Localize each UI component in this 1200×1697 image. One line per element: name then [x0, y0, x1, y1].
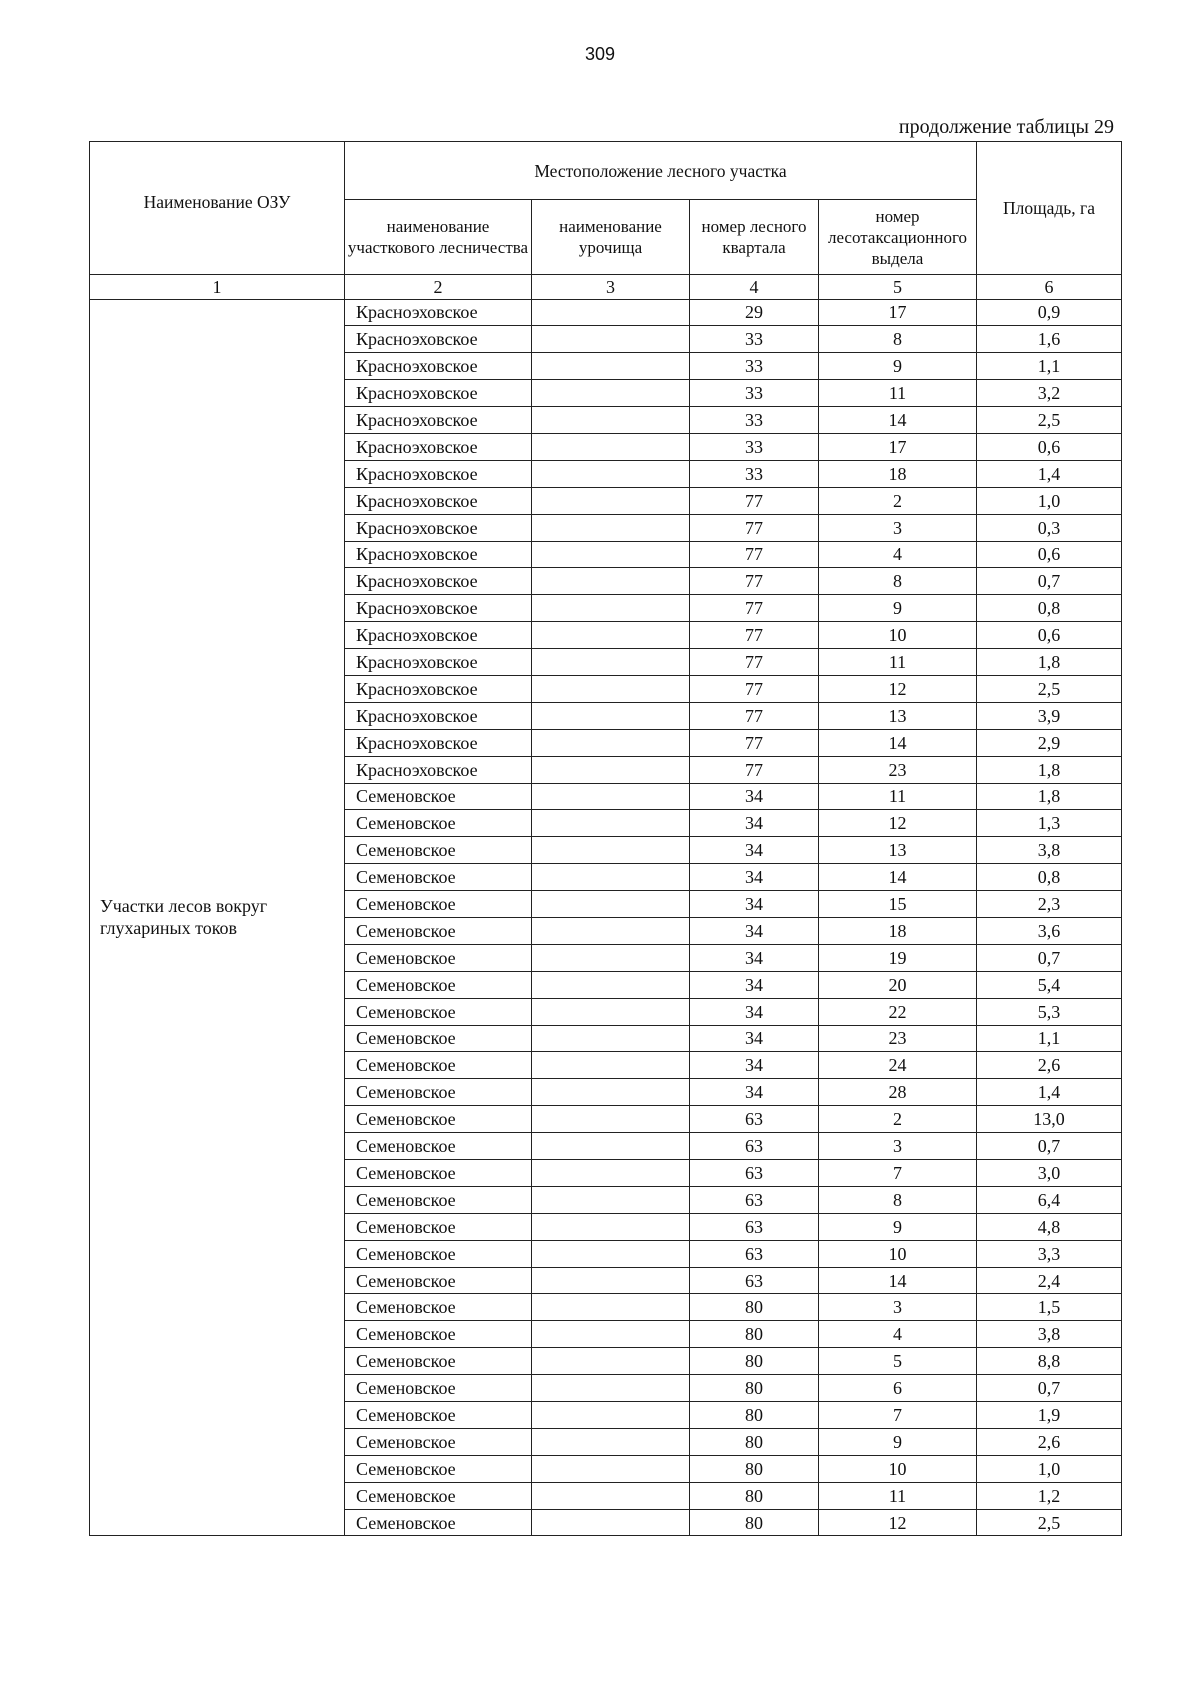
allotment-cell: 17	[819, 433, 977, 460]
forestry-cell: Семеновское	[345, 1509, 532, 1536]
area-cell: 1,8	[977, 649, 1122, 676]
forestry-cell: Семеновское	[345, 1133, 532, 1160]
column-number: 2	[345, 275, 532, 300]
area-cell: 3,2	[977, 380, 1122, 407]
quarter-cell: 34	[690, 810, 819, 837]
area-cell: 6,4	[977, 1186, 1122, 1213]
tract-cell	[532, 837, 690, 864]
area-cell: 8,8	[977, 1348, 1122, 1375]
quarter-cell: 34	[690, 917, 819, 944]
quarter-cell: 34	[690, 998, 819, 1025]
forestry-cell: Семеновское	[345, 1455, 532, 1482]
quarter-cell: 80	[690, 1482, 819, 1509]
allotment-cell: 14	[819, 407, 977, 434]
quarter-cell: 77	[690, 487, 819, 514]
forestry-cell: Семеновское	[345, 1482, 532, 1509]
area-cell: 1,0	[977, 487, 1122, 514]
area-cell: 0,8	[977, 595, 1122, 622]
allotment-cell: 14	[819, 1267, 977, 1294]
tract-cell	[532, 407, 690, 434]
tract-cell	[532, 1482, 690, 1509]
allotment-cell: 5	[819, 1348, 977, 1375]
allotment-cell: 10	[819, 1240, 977, 1267]
tract-cell	[532, 1213, 690, 1240]
quarter-cell: 77	[690, 595, 819, 622]
forestry-cell: Семеновское	[345, 1402, 532, 1429]
tract-cell	[532, 1267, 690, 1294]
quarter-cell: 34	[690, 971, 819, 998]
forestry-cell: Семеновское	[345, 837, 532, 864]
area-cell: 0,6	[977, 541, 1122, 568]
quarter-cell: 34	[690, 783, 819, 810]
tract-cell	[532, 1186, 690, 1213]
tract-cell	[532, 1321, 690, 1348]
area-cell: 1,0	[977, 1455, 1122, 1482]
area-cell: 5,4	[977, 971, 1122, 998]
allotment-cell: 23	[819, 756, 977, 783]
forestry-cell: Красноэховское	[345, 407, 532, 434]
allotment-cell: 8	[819, 1186, 977, 1213]
quarter-cell: 77	[690, 541, 819, 568]
header-location: Местоположение лесного участка	[345, 142, 977, 200]
tract-cell	[532, 702, 690, 729]
area-cell: 3,8	[977, 1321, 1122, 1348]
allotment-cell: 11	[819, 1482, 977, 1509]
forestry-cell: Красноэховское	[345, 649, 532, 676]
quarter-cell: 63	[690, 1106, 819, 1133]
forestry-cell: Красноэховское	[345, 353, 532, 380]
allotment-cell: 12	[819, 810, 977, 837]
allotment-cell: 4	[819, 1321, 977, 1348]
column-number: 4	[690, 275, 819, 300]
tract-cell	[532, 1375, 690, 1402]
allotment-cell: 9	[819, 353, 977, 380]
allotment-cell: 9	[819, 1428, 977, 1455]
quarter-cell: 29	[690, 299, 819, 326]
allotment-cell: 11	[819, 649, 977, 676]
forestry-cell: Красноэховское	[345, 541, 532, 568]
forestry-cell: Семеновское	[345, 944, 532, 971]
forestry-cell: Семеновское	[345, 1213, 532, 1240]
header-ozu-name: Наименование ОЗУ	[90, 142, 345, 275]
quarter-cell: 77	[690, 568, 819, 595]
allotment-cell: 10	[819, 622, 977, 649]
area-cell: 1,6	[977, 326, 1122, 353]
allotment-cell: 17	[819, 299, 977, 326]
tract-cell	[532, 433, 690, 460]
tract-cell	[532, 1025, 690, 1052]
forestry-cell: Семеновское	[345, 810, 532, 837]
header-area: Площадь, га	[977, 142, 1122, 275]
allotment-cell: 20	[819, 971, 977, 998]
tract-cell	[532, 326, 690, 353]
area-cell: 5,3	[977, 998, 1122, 1025]
forestry-cell: Семеновское	[345, 1267, 532, 1294]
area-cell: 2,5	[977, 1509, 1122, 1536]
table-header	[90, 142, 1122, 300]
column-number: 3	[532, 275, 690, 300]
allotment-cell: 12	[819, 1509, 977, 1536]
area-cell: 0,9	[977, 299, 1122, 326]
quarter-cell: 34	[690, 837, 819, 864]
tract-cell	[532, 1428, 690, 1455]
page-number: 309	[584, 44, 616, 64]
forestry-cell: Семеновское	[345, 998, 532, 1025]
area-cell: 1,9	[977, 1402, 1122, 1429]
forestry-cell: Семеновское	[345, 1321, 532, 1348]
quarter-cell: 80	[690, 1455, 819, 1482]
quarter-cell: 33	[690, 326, 819, 353]
quarter-cell: 77	[690, 622, 819, 649]
quarter-cell: 63	[690, 1160, 819, 1187]
allotment-cell: 19	[819, 944, 977, 971]
area-cell: 1,4	[977, 460, 1122, 487]
allotment-cell: 3	[819, 1133, 977, 1160]
allotment-cell: 8	[819, 568, 977, 595]
allotment-cell: 28	[819, 1079, 977, 1106]
quarter-cell: 77	[690, 756, 819, 783]
quarter-cell: 77	[690, 729, 819, 756]
table-row	[90, 299, 1122, 326]
forestry-cell: Красноэховское	[345, 702, 532, 729]
allotment-cell: 12	[819, 675, 977, 702]
quarter-cell: 77	[690, 649, 819, 676]
forestry-cell: Красноэховское	[345, 568, 532, 595]
tract-cell	[532, 1133, 690, 1160]
allotment-cell: 14	[819, 729, 977, 756]
allotment-cell: 3	[819, 1294, 977, 1321]
area-cell: 0,7	[977, 944, 1122, 971]
quarter-cell: 77	[690, 675, 819, 702]
area-cell: 1,5	[977, 1294, 1122, 1321]
table-body	[90, 299, 1122, 1536]
area-cell: 0,3	[977, 514, 1122, 541]
area-cell: 1,1	[977, 353, 1122, 380]
tract-cell	[532, 971, 690, 998]
allotment-cell: 4	[819, 541, 977, 568]
quarter-cell: 80	[690, 1348, 819, 1375]
allotment-cell: 13	[819, 837, 977, 864]
allotment-cell: 7	[819, 1402, 977, 1429]
area-cell: 3,3	[977, 1240, 1122, 1267]
quarter-cell: 34	[690, 1052, 819, 1079]
forestry-cell: Семеновское	[345, 1079, 532, 1106]
forestry-cell: Красноэховское	[345, 326, 532, 353]
forestry-cell: Семеновское	[345, 1294, 532, 1321]
tract-cell	[532, 1106, 690, 1133]
quarter-cell: 34	[690, 864, 819, 891]
quarter-cell: 80	[690, 1509, 819, 1536]
allotment-cell: 23	[819, 1025, 977, 1052]
forestry-cell: Семеновское	[345, 783, 532, 810]
quarter-cell: 33	[690, 460, 819, 487]
allotment-cell: 11	[819, 380, 977, 407]
area-cell: 2,9	[977, 729, 1122, 756]
area-cell: 3,9	[977, 702, 1122, 729]
quarter-cell: 77	[690, 514, 819, 541]
area-cell: 13,0	[977, 1106, 1122, 1133]
column-number: 6	[977, 275, 1122, 300]
forestry-cell: Семеновское	[345, 1375, 532, 1402]
area-cell: 1,4	[977, 1079, 1122, 1106]
forestry-cell: Красноэховское	[345, 487, 532, 514]
tract-cell	[532, 460, 690, 487]
forestry-cell: Семеновское	[345, 1160, 532, 1187]
quarter-cell: 80	[690, 1294, 819, 1321]
area-cell: 2,6	[977, 1052, 1122, 1079]
area-cell: 1,1	[977, 1025, 1122, 1052]
forestry-cell: Красноэховское	[345, 380, 532, 407]
forestry-cell: Семеновское	[345, 1240, 532, 1267]
area-cell: 3,6	[977, 917, 1122, 944]
area-cell: 2,3	[977, 891, 1122, 918]
allotment-cell: 22	[819, 998, 977, 1025]
area-cell: 2,6	[977, 1428, 1122, 1455]
allotment-cell: 6	[819, 1375, 977, 1402]
area-cell: 1,8	[977, 783, 1122, 810]
quarter-cell: 77	[690, 702, 819, 729]
quarter-cell: 33	[690, 353, 819, 380]
tract-cell	[532, 514, 690, 541]
area-cell: 0,6	[977, 622, 1122, 649]
header-allotment-number: номер лесотаксационного выдела	[819, 200, 977, 275]
quarter-cell: 80	[690, 1321, 819, 1348]
tract-cell	[532, 675, 690, 702]
tract-cell	[532, 595, 690, 622]
quarter-cell: 63	[690, 1240, 819, 1267]
forestry-cell: Красноэховское	[345, 595, 532, 622]
area-cell: 3,8	[977, 837, 1122, 864]
allotment-cell: 9	[819, 1213, 977, 1240]
area-cell: 4,8	[977, 1213, 1122, 1240]
ozu-name-cell: Участки лесов вокруг глухариных токов	[90, 299, 345, 1536]
quarter-cell: 63	[690, 1213, 819, 1240]
forestry-cell: Семеновское	[345, 1348, 532, 1375]
area-cell: 1,2	[977, 1482, 1122, 1509]
tract-cell	[532, 649, 690, 676]
tract-cell	[532, 1402, 690, 1429]
allotment-cell: 11	[819, 783, 977, 810]
forestry-cell: Красноэховское	[345, 299, 532, 326]
allotment-cell: 2	[819, 1106, 977, 1133]
allotment-cell: 7	[819, 1160, 977, 1187]
forestry-cell: Семеновское	[345, 1428, 532, 1455]
quarter-cell: 80	[690, 1402, 819, 1429]
column-number: 1	[90, 275, 345, 300]
tract-cell	[532, 998, 690, 1025]
quarter-cell: 33	[690, 380, 819, 407]
quarter-cell: 34	[690, 1079, 819, 1106]
table-continuation-label: продолжение таблицы 29	[898, 116, 1114, 138]
forestry-cell: Семеновское	[345, 864, 532, 891]
quarter-cell: 34	[690, 944, 819, 971]
tract-cell	[532, 1079, 690, 1106]
area-cell: 0,8	[977, 864, 1122, 891]
area-cell: 0,7	[977, 1375, 1122, 1402]
forestry-cell: Семеновское	[345, 917, 532, 944]
quarter-cell: 33	[690, 407, 819, 434]
forestry-cell: Семеновское	[345, 1106, 532, 1133]
allotment-cell: 24	[819, 1052, 977, 1079]
tract-cell	[532, 1160, 690, 1187]
quarter-cell: 33	[690, 433, 819, 460]
quarter-cell: 80	[690, 1428, 819, 1455]
tract-cell	[532, 917, 690, 944]
allotment-cell: 13	[819, 702, 977, 729]
tract-cell	[532, 729, 690, 756]
forestry-cell: Семеновское	[345, 1052, 532, 1079]
allotment-cell: 14	[819, 864, 977, 891]
tract-cell	[532, 1240, 690, 1267]
tract-cell	[532, 944, 690, 971]
tract-cell	[532, 622, 690, 649]
forestry-cell: Красноэховское	[345, 433, 532, 460]
tract-cell	[532, 783, 690, 810]
quarter-cell: 80	[690, 1375, 819, 1402]
area-cell: 2,5	[977, 675, 1122, 702]
quarter-cell: 34	[690, 891, 819, 918]
allotment-cell: 10	[819, 1455, 977, 1482]
area-cell: 2,4	[977, 1267, 1122, 1294]
ozu-table	[89, 141, 1122, 1536]
forestry-cell: Семеновское	[345, 971, 532, 998]
allotment-cell: 9	[819, 595, 977, 622]
forestry-cell: Красноэховское	[345, 514, 532, 541]
tract-cell	[532, 380, 690, 407]
allotment-cell: 3	[819, 514, 977, 541]
area-cell: 1,8	[977, 756, 1122, 783]
header-quarter-number: номер лесного квартала	[690, 200, 819, 275]
tract-cell	[532, 756, 690, 783]
tract-cell	[532, 299, 690, 326]
quarter-cell: 63	[690, 1133, 819, 1160]
tract-cell	[532, 353, 690, 380]
allotment-cell: 18	[819, 460, 977, 487]
tract-cell	[532, 1509, 690, 1536]
tract-cell	[532, 541, 690, 568]
forestry-cell: Семеновское	[345, 1186, 532, 1213]
area-cell: 3,0	[977, 1160, 1122, 1187]
allotment-cell: 18	[819, 917, 977, 944]
allotment-cell: 8	[819, 326, 977, 353]
column-number: 5	[819, 275, 977, 300]
area-cell: 0,7	[977, 568, 1122, 595]
header-tract-name: наименование урочища	[532, 200, 690, 275]
quarter-cell: 34	[690, 1025, 819, 1052]
allotment-cell: 15	[819, 891, 977, 918]
tract-cell	[532, 1294, 690, 1321]
header-forestry-name: наименование участкового лесничества	[345, 200, 532, 275]
tract-cell	[532, 1052, 690, 1079]
allotment-cell: 2	[819, 487, 977, 514]
area-cell: 0,6	[977, 433, 1122, 460]
forestry-cell: Красноэховское	[345, 622, 532, 649]
area-cell: 2,5	[977, 407, 1122, 434]
forestry-cell: Семеновское	[345, 1025, 532, 1052]
forestry-cell: Красноэховское	[345, 756, 532, 783]
quarter-cell: 63	[690, 1267, 819, 1294]
tract-cell	[532, 891, 690, 918]
tract-cell	[532, 1455, 690, 1482]
column-number-row	[90, 275, 1122, 300]
forestry-cell: Красноэховское	[345, 729, 532, 756]
tract-cell	[532, 810, 690, 837]
tract-cell	[532, 1348, 690, 1375]
area-cell: 1,3	[977, 810, 1122, 837]
tract-cell	[532, 864, 690, 891]
forestry-cell: Красноэховское	[345, 675, 532, 702]
forestry-cell: Красноэховское	[345, 460, 532, 487]
area-cell: 0,7	[977, 1133, 1122, 1160]
quarter-cell: 63	[690, 1186, 819, 1213]
tract-cell	[532, 487, 690, 514]
tract-cell	[532, 568, 690, 595]
forestry-cell: Семеновское	[345, 891, 532, 918]
